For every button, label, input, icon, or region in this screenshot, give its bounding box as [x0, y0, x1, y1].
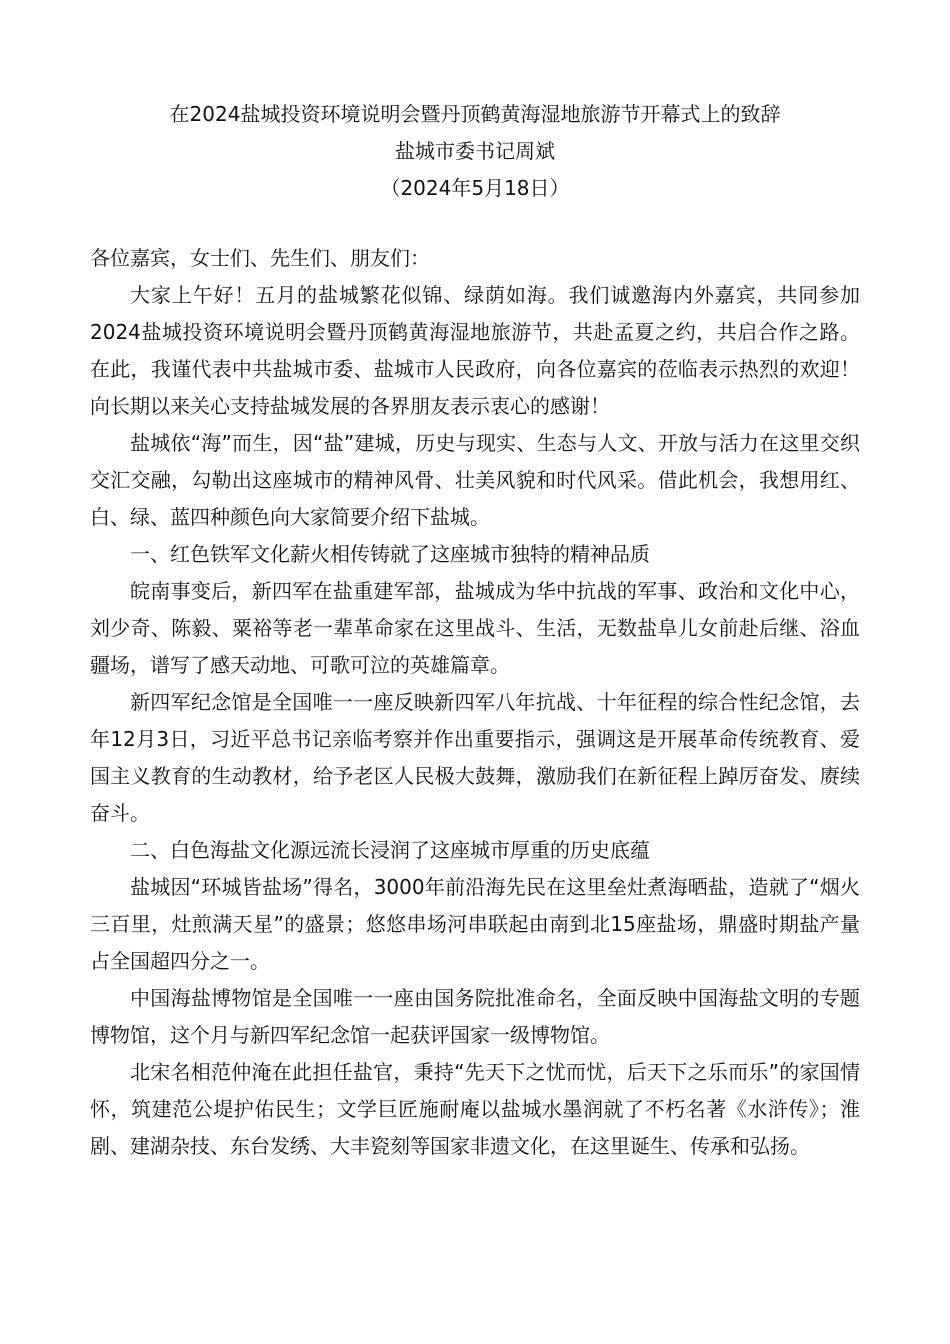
speech-date: （2024年5月18日） — [380, 176, 570, 200]
paragraph: 新四军纪念馆是全国唯一一座反映新四军八年抗战、十年征程的综合性纪念馆，去年12月3日，习近平总书记亲临考察并作出重要指示，强调这是开展革命传统教育、爱国主义教育的生动教材，给予老区人民极大鼓舞，激励我们在新征程上踔厉奋发、赓续奋斗。 — [90, 690, 860, 825]
section-heading: 一、红色铁军文化薪火相传铸就了这座城市独特的精神品质 — [130, 542, 650, 566]
paragraph: 盐城依“海”而生，因“盐”建城，历史与现实、生态与人文、开放与活力在这里交织交汇交融，勾勒出这座城市的精神风骨、壮美风貌和时代风采。借此机会，我想用红、白、绿、蓝四种颜色向大家简要介绍下盐城。 — [90, 431, 860, 529]
speech-author: 盐城市委书记周斌 — [395, 139, 555, 163]
paragraph: 大家上午好！五月的盐城繁花似锦、绿荫如海。我们诚邀海内外嘉宾，共同参加2024盐城投资环境说明会暨丹顶鹤黄海湿地旅游节，共赴孟夏之约，共启合作之路。在此，我谨代表中共盐城市委、盐城市人民政府，向各位嘉宾的莅临表示热烈的欢迎！向长期以来关心支持盐城发展的各界朋友表示衷心的感谢！ — [90, 283, 860, 418]
document-body — [90, 240, 860, 1165]
speech-title: 在2024盐城投资环境说明会暨丹顶鹤黄海湿地旅游节开幕式上的致辞 — [169, 102, 781, 126]
paragraph: 北宋名相范仲淹在此担任盐官，秉持“先天下之忧而忧，后天下之乐而乐”的家国情怀，筑建范公堤护佑民生；文学巨匠施耐庵以盐城水墨润就了不朽名著《水浒传》；淮剧、建湖杂技、东台发绣、大丰瓷刻等国家非遗文化，在这里诞生、传承和弘扬。 — [90, 1060, 860, 1158]
paragraph: 盐城因“环城皆盐场”得名，3000年前沿海先民在这里垒灶煮海晒盐，造就了“烟火三百里，灶煎满天星”的盛景；悠悠串场河串联起由南到北15座盐场，鼎盛时期盐产量占全国超四分之一。 — [90, 875, 860, 973]
paragraph: 皖南事变后，新四军在盐重建军部，盐城成为华中抗战的军事、政治和文化中心，刘少奇、陈毅、粟裕等老一辈革命家在这里战斗、生活，无数盐阜儿女前赴后继、浴血疆场，谱写了感天动地、可歌可泣的英雄篇章。 — [90, 579, 860, 677]
paragraph: 中国海盐博物馆是全国唯一一座由国务院批准命名，全面反映中国海盐文明的专题博物馆，这个月与新四军纪念馆一起获评国家一级博物馆。 — [90, 986, 860, 1047]
section-heading: 二、白色海盐文化源远流长浸润了这座城市厚重的历史底蕴 — [130, 838, 650, 862]
salutation: 各位嘉宾，女士们、先生们、朋友们： — [90, 246, 430, 270]
document-heading — [90, 96, 860, 207]
